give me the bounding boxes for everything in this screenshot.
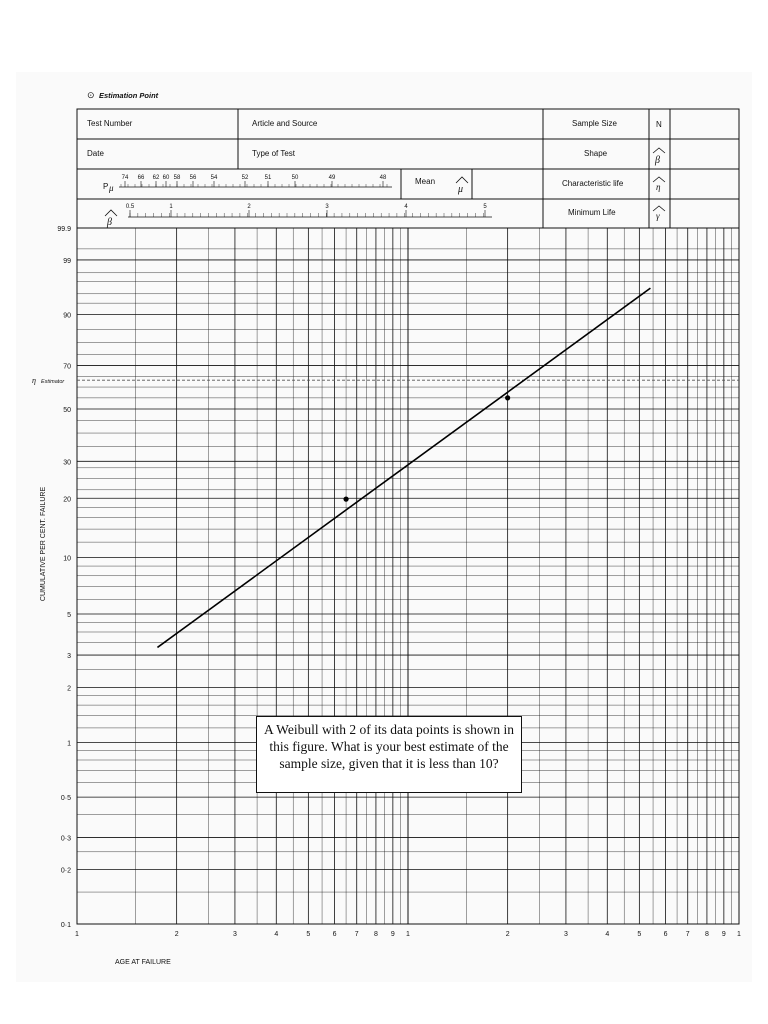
beta-tick-label: 3: [325, 204, 329, 210]
p-mu-tick-label: 58: [173, 175, 181, 181]
char-life-symbol: η: [656, 182, 661, 192]
x-tick-label: 1: [75, 931, 79, 938]
mean-label: Mean: [415, 177, 436, 186]
x-tick-label: 6: [332, 931, 337, 938]
beta-tick-label: 1: [169, 204, 173, 210]
p-mu-tick-label: 54: [210, 175, 218, 181]
y-tick-label: 30: [63, 459, 71, 467]
p-mu-tick-label: 62: [152, 175, 160, 181]
p-mu-tick-label: 48: [379, 175, 387, 181]
x-tick-label: 6: [663, 931, 668, 938]
x-tick-label: 8: [373, 931, 378, 938]
beta-tick-label: 0.5: [125, 204, 135, 210]
p-mu-tick-label: 74: [121, 175, 129, 181]
data-point: [505, 395, 510, 400]
p-mu-tick-label: 56: [189, 175, 197, 181]
p-mu-tick-label: 50: [291, 175, 299, 181]
y-tick-label: 70: [63, 363, 71, 371]
y-tick-label: 0·5: [60, 795, 71, 803]
x-tick-label: 2: [505, 931, 510, 938]
y-tick-label: 90: [63, 312, 71, 320]
x-tick-label: 3: [232, 931, 237, 938]
estimation-point-symbol: ⊙: [87, 90, 95, 100]
p-mu-tick-label: 60: [162, 175, 170, 181]
p-mu-tick-label: 49: [328, 175, 336, 181]
x-tick-label: 9: [721, 931, 726, 938]
eta-symbol: η: [32, 376, 36, 386]
date-label: Date: [87, 149, 104, 158]
estimation-point-label: Estimation Point: [99, 91, 159, 100]
x-tick-label: 2: [174, 931, 179, 938]
data-point: [343, 497, 348, 502]
min-life-symbol: γ: [656, 211, 660, 221]
beta-symbol: β: [107, 217, 112, 228]
y-tick-label: 5: [67, 612, 71, 620]
y-tick-label: 20: [63, 496, 71, 504]
y-tick-label: 50: [63, 407, 71, 415]
y-tick-label: 10: [63, 555, 71, 563]
minimum-life-label: Minimum Life: [568, 208, 616, 217]
beta-tick-label: 5: [483, 204, 487, 210]
article-source-label: Article and Source: [252, 119, 318, 128]
test-number-label: Test Number: [87, 119, 133, 128]
x-tick-label: 1: [737, 931, 741, 938]
x-tick-label: 8: [704, 931, 709, 938]
x-tick-label: 9: [390, 931, 395, 938]
y-tick-label: 1: [67, 740, 71, 748]
p-mu-tick-label: 51: [264, 175, 272, 181]
p-mu-subscript: μ: [109, 183, 114, 193]
x-tick-labels: [75, 931, 741, 938]
beta-tick-label: 4: [404, 204, 408, 210]
p-mu-tick-label: 52: [241, 175, 249, 181]
y-tick-label: 99.9: [57, 226, 71, 233]
y-tick-label: 2: [67, 685, 71, 693]
p-mu-label: P: [103, 182, 109, 191]
x-tick-label: 7: [354, 931, 359, 938]
y-tick-label: 0·2: [60, 867, 71, 875]
eta-estimator-label: Estimator: [41, 379, 65, 386]
probability-grid: [77, 228, 739, 924]
x-tick-label: 5: [637, 931, 642, 938]
x-tick-label: 3: [563, 931, 568, 938]
x-tick-label: 5: [306, 931, 311, 938]
mean-symbol: μ: [458, 184, 464, 195]
type-of-test-label: Type of Test: [252, 149, 295, 158]
y-tick-label: 0·1: [60, 922, 71, 929]
x-tick-label: 1: [406, 931, 410, 938]
p-mu-tick-label: 66: [137, 175, 145, 181]
x-axis-label: AGE AT FAILURE: [115, 959, 171, 966]
y-tick-label: 99: [63, 257, 71, 265]
beta-tick-label: 2: [247, 204, 251, 210]
y-axis-label: CUMULATIVE PER CENT. FAILURE: [40, 486, 47, 602]
shape-symbol: β: [655, 155, 660, 166]
y-tick-label: 0·3: [60, 835, 71, 843]
sample-size-symbol: N: [656, 120, 662, 129]
y-tick-label: 3: [67, 653, 71, 661]
x-tick-label: 4: [274, 931, 279, 938]
question-annotation: A Weibull with 2 of its data points is shown in this figure. What is your best estimate of the sample size, given that it is less than 10?: [256, 716, 522, 793]
shape-label: Shape: [584, 149, 608, 158]
x-tick-label: 4: [605, 931, 610, 938]
characteristic-life-label: Characteristic life: [562, 179, 624, 188]
sample-size-label: Sample Size: [572, 119, 617, 128]
x-tick-label: 7: [685, 931, 690, 938]
